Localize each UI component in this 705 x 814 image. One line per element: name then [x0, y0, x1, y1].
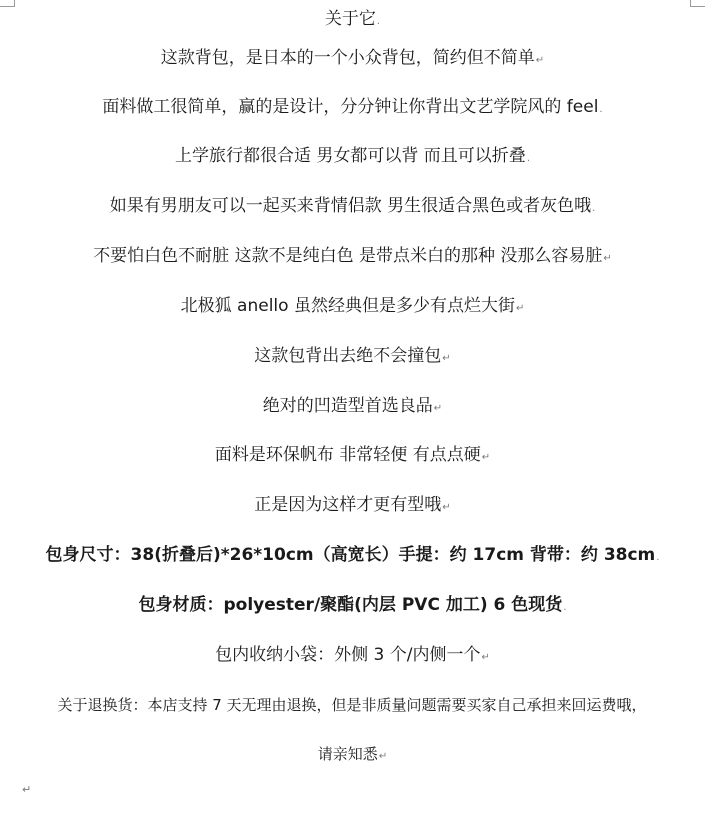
doc-line: 如果有男朋友可以一起买来背情侣款 男生很适合黑色或者灰色哦.: [109, 196, 596, 216]
paragraph-mark: ↵: [442, 353, 451, 364]
doc-line: 不要怕白色不耐脏 这款不是纯白色 是带点米白的那种 没那么容易脏↵: [93, 246, 612, 266]
doc-line: 面料是环保帆布 非常轻便 有点点硬↵: [214, 445, 491, 465]
paragraph-mark: ↵: [515, 303, 525, 314]
doc-line: 正是因为这样才更有型哦↵: [254, 495, 451, 515]
paragraph-mark: .: [376, 16, 381, 27]
paragraph-mark: ↵: [433, 403, 443, 414]
paragraph-mark: .: [526, 153, 530, 164]
paragraph-mark: .: [563, 602, 567, 613]
doc-line: 上学旅行都很合适 男女都可以背 而且可以折叠.: [175, 146, 530, 166]
doc-line: 包内收纳小袋：外侧 3 个/内侧一个↵: [215, 645, 490, 665]
doc-spec-size: 包身尺寸：38(折叠后)*26*10cm（高宽长）手提：约 17cm 背带：约 38cm.: [45, 545, 660, 565]
doc-line: 这款包背出去绝不会撞包↵: [254, 346, 451, 366]
doc-return-policy-end: 请亲知悉↵: [317, 745, 388, 763]
paragraph-mark: .: [592, 203, 596, 214]
doc-line: 绝对的凹造型首选良品↵: [262, 396, 443, 416]
doc-line: 北极狐 anello 虽然经典但是多少有点烂大街↵: [180, 296, 525, 316]
paragraph-mark: ↵: [481, 652, 490, 663]
document-end-mark: ↵: [22, 783, 32, 796]
doc-line: 这款背包，是日本的一个小众背包，简约但不简单↵: [160, 48, 545, 68]
doc-spec-material: 包身材质：polyester/聚酯(内层 PVC 加工) 6 色现货.: [138, 595, 567, 615]
doc-title: 关于它.: [324, 9, 381, 29]
doc-return-policy: 关于退换货：本店支持 7 天无理由退换，但是非质量问题需要买家自己承担来回运费哦，: [57, 696, 647, 714]
paragraph-mark: ↵: [481, 452, 491, 463]
paragraph-mark: .: [599, 104, 603, 115]
doc-line: 面料做工很简单，赢的是设计，分分钟让你背出文艺学院风的 feel.: [102, 97, 603, 117]
paragraph-mark: .: [656, 552, 660, 563]
paragraph-mark: ↵: [535, 55, 545, 66]
paragraph-mark: ↵: [603, 253, 612, 264]
paragraph-mark: ↵: [378, 751, 388, 762]
paragraph-mark: ↵: [442, 502, 451, 513]
